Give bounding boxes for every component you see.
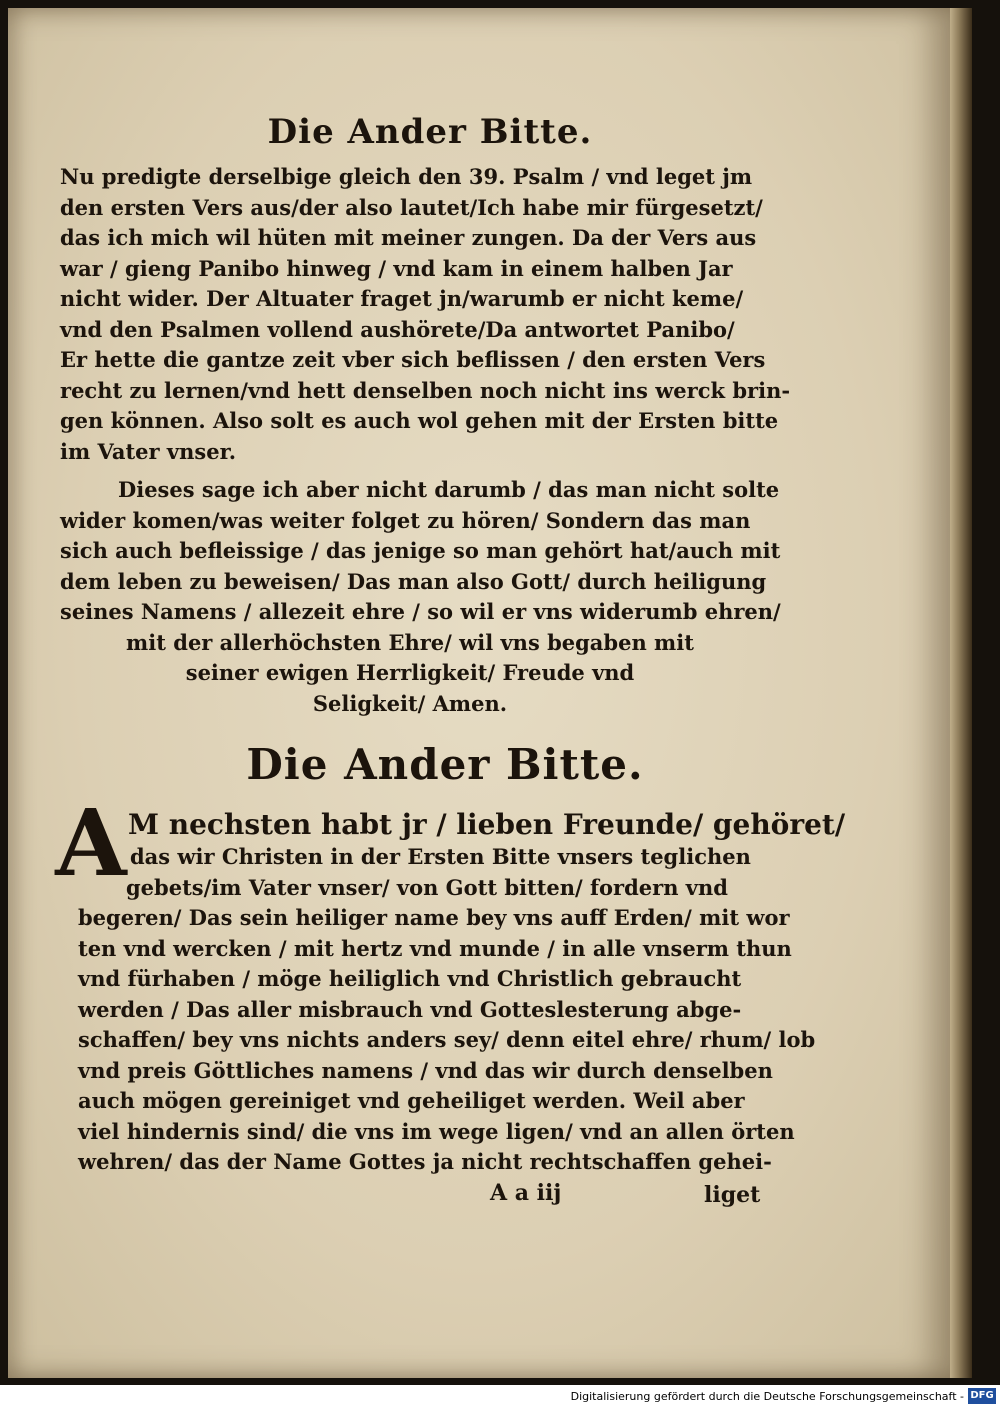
page-edge <box>950 8 972 1378</box>
paragraph-3 <box>78 842 815 1178</box>
text-line: Seligkeit/ Amen. <box>312 690 508 716</box>
text-line: Er hette die gantze zeit vber sich beflissen / den ersten Vers <box>60 347 766 372</box>
signature-mark: A a iij <box>490 1180 562 1206</box>
text-line: auch mögen gereiniget vnd geheiliget werden. Weil aber <box>78 1088 745 1113</box>
paragraph-2 <box>60 475 781 719</box>
catchword: liget <box>704 1182 761 1208</box>
text-line: wider komen/was weiter folget zu hören/ Sondern das man <box>60 507 751 533</box>
text-line: gebets/im Vater vnser/ von Gott bitten/ fordern vnd <box>126 874 728 900</box>
text-line: das wir Christen in der Ersten Bitte vnsers teglichen <box>130 844 751 869</box>
footer-credit: Digitalisierung gefördert durch die Deutsche Forschungsgemeinschaft - <box>570 1390 964 1403</box>
text-line: seiner ewigen Herrligkeit/ Freude vnd <box>185 660 635 685</box>
text-line: vnd fürhaben / möge heiliglich vnd Christlich gebraucht <box>78 966 742 991</box>
text-line: Dieses sage ich aber nicht darumb / das man nicht solte <box>118 477 780 502</box>
text-line: dem leben zu beweisen/ Das man also Gott/ durch heiligung <box>60 568 767 594</box>
text-line: ten vnd wercken / mit hertz vnd munde / in alle vnserm thun <box>78 935 792 961</box>
running-head: Die Ander Bitte. <box>267 112 593 152</box>
text-line: sich auch befleissige / das jenige so man gehört hat/auch mit <box>60 538 781 563</box>
text-line: recht zu lernen/vnd hett denselben noch nicht ins werck brin- <box>60 377 791 403</box>
text-line: nicht wider. Der Altuater fraget jn/warumb er nicht keme/ <box>60 286 744 311</box>
text-line: das ich mich wil hüten mit meiner zungen. Da der Vers aus <box>60 225 757 250</box>
chapter-title: Die Ander Bitte. <box>246 740 644 789</box>
paragraph-1 <box>60 162 790 467</box>
text-line: wehren/ das der Name Gottes ja nicht rechtschaffen gehei- <box>78 1149 772 1174</box>
footer-bar <box>0 1385 1000 1409</box>
text-line: vnd preis Göttliches namens / vnd das wir durch denselben <box>78 1057 773 1083</box>
paragraph-3-first-line: M nechsten habt jr / lieben Freunde/ gehöret/ <box>128 808 846 841</box>
text-line: im Vater vnser. <box>60 438 237 464</box>
decorated-initial: A <box>55 789 127 897</box>
text-line: den ersten Vers aus/der also lautet/Ich habe mir fürgesetzt/ <box>60 194 763 220</box>
text-line: seines Namens / allezeit ehre / so wil er vns widerumb ehren/ <box>60 599 781 624</box>
text-line: gen können. Also solt es auch wol gehen mit der Ersten bitte <box>60 408 779 433</box>
text-line: vnd den Psalmen vollend aushörete/Da antwortet Panibo/ <box>60 316 735 342</box>
text-line: mit der allerhöchsten Ehre/ wil vns begaben mit <box>126 629 694 655</box>
dfg-logo-icon[interactable]: DFG <box>968 1388 996 1404</box>
text-line: war / gieng Panibo hinweg / vnd kam in einem halben Jar <box>60 255 733 281</box>
text-line: begeren/ Das sein heiliger name bey vns auff Erden/ mit wor <box>78 905 790 930</box>
text-line: Nu predigte derselbige gleich den 39. Psalm / vnd leget jm <box>60 164 753 189</box>
text-line: viel hindernis sind/ die vns im wege ligen/ vnd an allen örten <box>78 1118 795 1144</box>
text-line: werden / Das aller misbrauch vnd Gotteslesterung abge- <box>78 996 742 1022</box>
text-line: schaffen/ bey vns nichts anders sey/ denn eitel ehre/ rhum/ lob <box>78 1027 816 1052</box>
